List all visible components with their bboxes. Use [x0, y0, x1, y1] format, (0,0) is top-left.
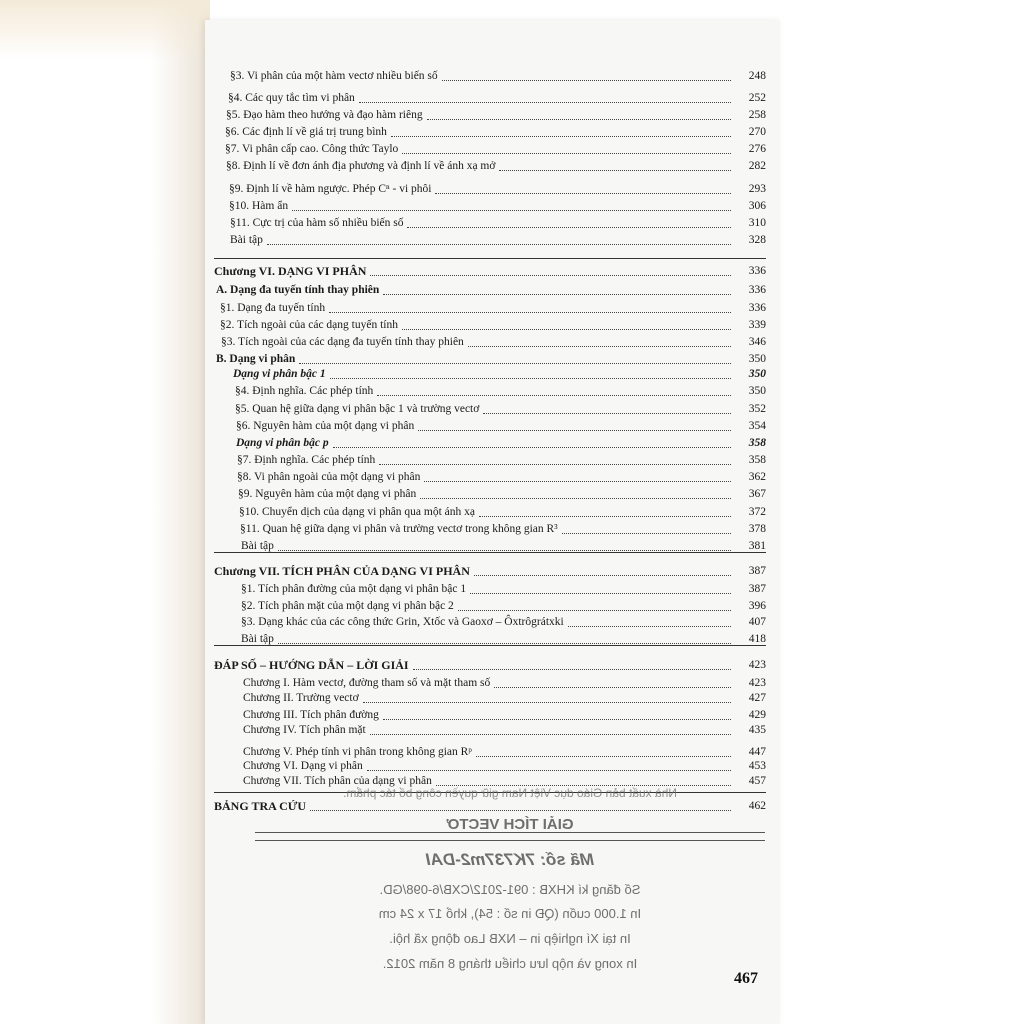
- dot-leader: [402, 153, 731, 154]
- dot-leader: [292, 210, 731, 211]
- toc-row: [236, 417, 766, 434]
- dot-leader: [310, 810, 731, 811]
- toc-subsection-heading: [233, 365, 766, 382]
- dot-leader: [418, 430, 731, 431]
- toc-row-label: A. Dạng đa tuyến tính thay phiên: [216, 284, 380, 296]
- dot-leader: [470, 593, 731, 594]
- toc-row: [225, 123, 766, 140]
- toc-chapter-heading: [214, 562, 766, 579]
- toc-row-label: Chương VII. TÍCH PHÂN CỦA DẠNG VI PHÂN: [214, 564, 470, 578]
- dot-leader: [562, 533, 731, 534]
- imprint-divider: [255, 840, 765, 841]
- dot-leader: [333, 447, 731, 448]
- toc-row-page: 435: [748, 724, 766, 736]
- toc-row-page: 339: [748, 319, 766, 331]
- toc-row-label: Chương IV. Tích phân mặt: [243, 724, 366, 736]
- toc-row-page: 248: [748, 70, 766, 82]
- toc-row: [241, 597, 766, 614]
- toc-row: [243, 689, 766, 706]
- toc-row-page: 350: [748, 385, 766, 397]
- toc-row: [240, 520, 766, 537]
- dot-leader: [458, 610, 731, 611]
- imprint-print-run: In 1.000 cuốn (QĐ in số : 54), khổ 17 x 24 cm: [378, 906, 642, 921]
- dot-leader: [278, 643, 731, 644]
- toc-row-label: §8. Vi phân ngoài của một dạng vi phân: [237, 471, 421, 483]
- toc-row-page: 258: [748, 109, 766, 121]
- toc-row: [229, 197, 766, 214]
- toc-row-page: 350: [748, 368, 766, 380]
- toc-row-label: §1. Tích phân đường của một dạng vi phân bậc 1: [241, 583, 467, 595]
- dot-leader: [499, 170, 731, 171]
- toc-row-label: §7. Vi phân cấp cao. Công thức Taylo: [225, 143, 399, 155]
- toc-row: [220, 316, 766, 333]
- toc-row: [230, 231, 766, 248]
- imprint-book-title: GIẢI TÍCH VECTƠ: [446, 816, 574, 833]
- toc-row-label: §3. Dạng khác của các công thức Grin, Xtốc và Gaoxơ – Ôxtrôgrátxki: [241, 616, 564, 628]
- toc-row-page: 282: [748, 160, 766, 172]
- toc-row-label: §4. Các quy tắc tìm vi phân: [228, 92, 355, 104]
- toc-row-page: 270: [748, 126, 766, 138]
- toc-row-label: Chương V. Phép tính vi phân trong không gian Rᵖ: [243, 746, 472, 758]
- toc-row-label: §11. Quan hệ giữa dạng vi phân và trường vectơ trong không gian R³: [240, 523, 558, 535]
- toc-row-page: 336: [748, 265, 766, 277]
- imprint-printer: In tại Xí nghiệp in – NXB Lao động xã hội.: [389, 931, 631, 946]
- dot-leader: [370, 275, 731, 276]
- toc-row-page: 310: [748, 217, 766, 229]
- toc-subsection-heading: [236, 434, 766, 451]
- toc-row-page: 423: [748, 659, 766, 671]
- dot-leader: [420, 498, 731, 499]
- dot-leader: [442, 80, 731, 81]
- toc-row-label: §6. Các định lí về giá trị trung bình: [225, 126, 387, 138]
- imprint-registration: Số đăng kí KHXB : 091-2012/CXB/6-098/GD.: [379, 882, 641, 897]
- dot-leader: [363, 702, 731, 703]
- dot-leader: [299, 363, 731, 364]
- toc-row-page: 427: [748, 692, 766, 704]
- toc-row-page: 328: [748, 234, 766, 246]
- dot-leader: [407, 227, 731, 228]
- toc-row-page: 352: [748, 403, 766, 415]
- imprint-code: Mã số: 7K737m2-DAI: [425, 850, 595, 869]
- chapter-divider: [214, 645, 766, 646]
- toc-row: [229, 180, 766, 197]
- page-number: 467: [734, 970, 758, 987]
- toc-row-page: 396: [748, 600, 766, 612]
- dot-leader: [424, 481, 731, 482]
- toc-row-page: 346: [748, 336, 766, 348]
- dot-leader: [278, 550, 731, 551]
- dot-leader: [329, 312, 731, 313]
- dot-leader: [479, 516, 731, 517]
- toc-row-page: 372: [748, 506, 766, 518]
- toc-row-label: §3. Tích ngoài của các dạng đa tuyến tính thay phiên: [221, 336, 464, 348]
- book-spine-background: [0, 0, 210, 1024]
- toc-row-page: 367: [748, 488, 766, 500]
- toc-row-label: §3. Vi phân của một hàm vectơ nhiều biến số: [230, 70, 438, 82]
- toc-row-label: Chương VI. DẠNG VI PHÂN: [214, 264, 367, 278]
- toc-row-label: §10. Chuyển dịch của dạng vi phân qua một ánh xạ: [239, 506, 476, 518]
- dot-leader: [483, 413, 731, 414]
- toc-row-page: 453: [748, 760, 766, 772]
- toc-row-page: 378: [748, 523, 766, 535]
- toc-row-label: Chương VII. Tích phân của dạng vi phân: [243, 775, 432, 787]
- toc-row: [230, 214, 766, 231]
- toc-row-label: §11. Cực trị của hàm số nhiều biến số: [230, 217, 404, 229]
- toc-row-label: §6. Nguyên hàm của một dạng vi phân: [236, 420, 415, 432]
- dot-leader: [402, 329, 731, 330]
- toc-row-label: Chương VI. Dạng vi phân: [243, 760, 363, 772]
- toc-row-label: Dạng vi phân bậc 1: [233, 368, 326, 380]
- toc-row-page: 381: [748, 540, 766, 552]
- toc-row: [239, 503, 766, 520]
- toc-row-label: Chương III. Tích phân đường: [243, 709, 379, 721]
- toc-row-page: 252: [748, 92, 766, 104]
- toc-row-page: 462: [748, 800, 766, 812]
- toc-chapter-heading: [214, 262, 766, 279]
- dot-leader: [359, 102, 731, 103]
- toc-row-label: B. Dạng vi phân: [216, 353, 296, 365]
- toc-row-page: 354: [748, 420, 766, 432]
- toc-row-label: Bài tập: [230, 234, 263, 246]
- toc-row-page: 407: [748, 616, 766, 628]
- chapter-divider: [214, 552, 766, 553]
- toc-row: [237, 468, 766, 485]
- toc-row-label: Dạng vi phân bậc p: [236, 437, 329, 449]
- toc-row-label: §2. Tích phân mặt của một dạng vi phân bậc 2: [241, 600, 454, 612]
- toc-row-page: 423: [748, 677, 766, 689]
- toc-row-page: 429: [748, 709, 766, 721]
- toc-row: [220, 299, 766, 316]
- toc-row-page: 276: [748, 143, 766, 155]
- toc-row: [230, 67, 766, 84]
- toc-row: [228, 89, 766, 106]
- toc-row: [241, 613, 766, 630]
- toc-row-page: 336: [748, 302, 766, 314]
- toc-row: [226, 106, 766, 123]
- toc-row-page: 350: [748, 353, 766, 365]
- toc-row-label: §8. Định lí về đơn ánh địa phương và định lí về ánh xạ mở: [226, 160, 496, 172]
- toc-row-page: 362: [748, 471, 766, 483]
- toc-row-label: §5. Đạo hàm theo hướng và đạo hàm riêng: [226, 109, 423, 121]
- dot-leader: [568, 626, 731, 627]
- toc-row-page: 447: [748, 746, 766, 758]
- chapter-divider: [214, 258, 766, 259]
- dot-leader: [267, 244, 731, 245]
- toc-row-page: 358: [748, 437, 766, 449]
- toc-row-label: Bài tập: [241, 633, 274, 645]
- toc-row-label: §5. Quan hệ giữa dạng vi phân bậc 1 và trường vectơ: [235, 403, 480, 415]
- toc-row-label: §2. Tích ngoài của các dạng tuyến tính: [220, 319, 398, 331]
- dot-leader: [474, 575, 731, 576]
- toc-row-page: 293: [748, 183, 766, 195]
- toc-row-label: §1. Dạng đa tuyến tính: [220, 302, 326, 314]
- imprint-copyright: Nhà xuất bản Giáo dục Việt Nam giữ quyền công bố tác phẩm.: [343, 786, 678, 800]
- toc-row-label: §9. Nguyên hàm của một dạng vi phân: [238, 488, 417, 500]
- dot-leader: [435, 193, 731, 194]
- toc-row: [241, 580, 766, 597]
- toc-row-page: 418: [748, 633, 766, 645]
- dot-leader: [377, 395, 731, 396]
- toc-row-page: 457: [748, 775, 766, 787]
- toc-row: [226, 157, 766, 174]
- dot-leader: [391, 136, 731, 137]
- toc-row-page: 358: [748, 454, 766, 466]
- imprint-deposit: In xong và nộp lưu chiểu tháng 8 năm 2012.: [382, 956, 638, 971]
- dot-leader: [468, 346, 731, 347]
- toc-row-label: Chương I. Hàm vectơ, đường tham số và mặt tham số: [243, 677, 491, 689]
- toc-row-label: Chương II. Trường vectơ: [243, 692, 359, 704]
- dot-leader: [427, 119, 731, 120]
- toc-row-page: 336: [748, 284, 766, 296]
- toc-row: [238, 485, 766, 502]
- dot-leader: [494, 687, 731, 688]
- toc-row-label: §4. Định nghĩa. Các phép tính: [235, 385, 374, 397]
- dot-leader: [413, 669, 731, 670]
- toc-row: [221, 333, 766, 350]
- dot-leader: [330, 378, 731, 379]
- dot-leader: [383, 719, 731, 720]
- toc-row-label: §7. Định nghĩa. Các phép tính: [237, 454, 376, 466]
- toc-chapter-heading: [214, 656, 766, 673]
- toc-row-label: Bài tập: [241, 540, 274, 552]
- toc-row-label: ĐÁP SỐ – HƯỚNG DẪN – LỜI GIẢI: [214, 658, 409, 672]
- toc-row: [225, 140, 766, 157]
- toc-row: [235, 382, 766, 399]
- dot-leader: [383, 294, 731, 295]
- toc-row: [243, 721, 766, 738]
- toc-row-label: §10. Hàm ẩn: [229, 200, 289, 212]
- toc-row: [237, 451, 766, 468]
- dot-leader: [370, 734, 731, 735]
- toc-row-page: 387: [748, 565, 766, 577]
- toc-row-page: 387: [748, 583, 766, 595]
- toc-row-label: BẢNG TRA CỨU: [214, 799, 307, 813]
- toc-section-heading: [216, 281, 766, 298]
- toc-row-label: §9. Định lí về hàm ngược. Phép Cⁿ - vi phôi: [229, 183, 432, 195]
- toc-row: [235, 400, 766, 417]
- toc-row-page: 306: [748, 200, 766, 212]
- dot-leader: [367, 770, 731, 771]
- dot-leader: [379, 464, 731, 465]
